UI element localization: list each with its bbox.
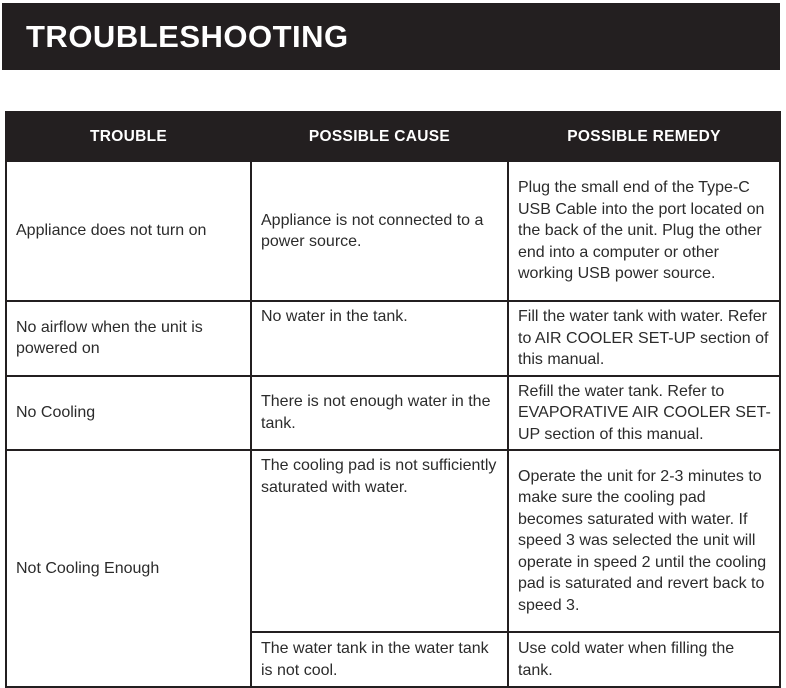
header-possible-remedy: POSSIBLE REMEDY xyxy=(508,112,780,161)
header-possible-cause: POSSIBLE CAUSE xyxy=(251,112,508,161)
table-header-row xyxy=(6,112,780,161)
table-row xyxy=(6,376,780,451)
title-bar xyxy=(2,3,780,70)
remedy-cell: Plug the small end of the Type-C USB Cable into the port located on the back of the unit. Plug the other end into a computer or other working USB power source. xyxy=(508,161,780,301)
cause-cell: There is not enough water in the tank. xyxy=(251,376,508,451)
cause-cell: No water in the tank. xyxy=(251,301,508,376)
troubleshooting-table xyxy=(5,111,781,688)
remedy-cell: Fill the water tank with water. Refer to AIR COOLER SET-UP section of this manual. xyxy=(508,301,780,376)
remedy-cell: Refill the water tank. Refer to EVAPORATIVE AIR COOLER SET-UP section of this manual. xyxy=(508,376,780,451)
table-row xyxy=(6,161,780,301)
trouble-cell: Appliance does not turn on xyxy=(6,161,251,301)
cause-cell: The water tank in the water tank is not cool. xyxy=(251,632,508,687)
trouble-cell: Not Cooling Enough xyxy=(6,450,251,687)
cause-cell: The cooling pad is not sufficiently saturated with water. xyxy=(251,450,508,632)
trouble-cell: No Cooling xyxy=(6,376,251,451)
remedy-cell: Use cold water when filling the tank. xyxy=(508,632,780,687)
table-row xyxy=(6,301,780,376)
cause-cell: Appliance is not connected to a power source. xyxy=(251,161,508,301)
table-row xyxy=(6,450,780,632)
header-trouble: TROUBLE xyxy=(6,112,251,161)
page-title: TROUBLESHOOTING xyxy=(26,18,349,54)
trouble-cell: No airflow when the unit is powered on xyxy=(6,301,251,376)
remedy-cell: Operate the unit for 2-3 minutes to make sure the cooling pad becomes saturated with water. If speed 3 was selected the unit will operate in speed 2 until the cooling pad is saturated and revert back to speed 3. xyxy=(508,450,780,632)
